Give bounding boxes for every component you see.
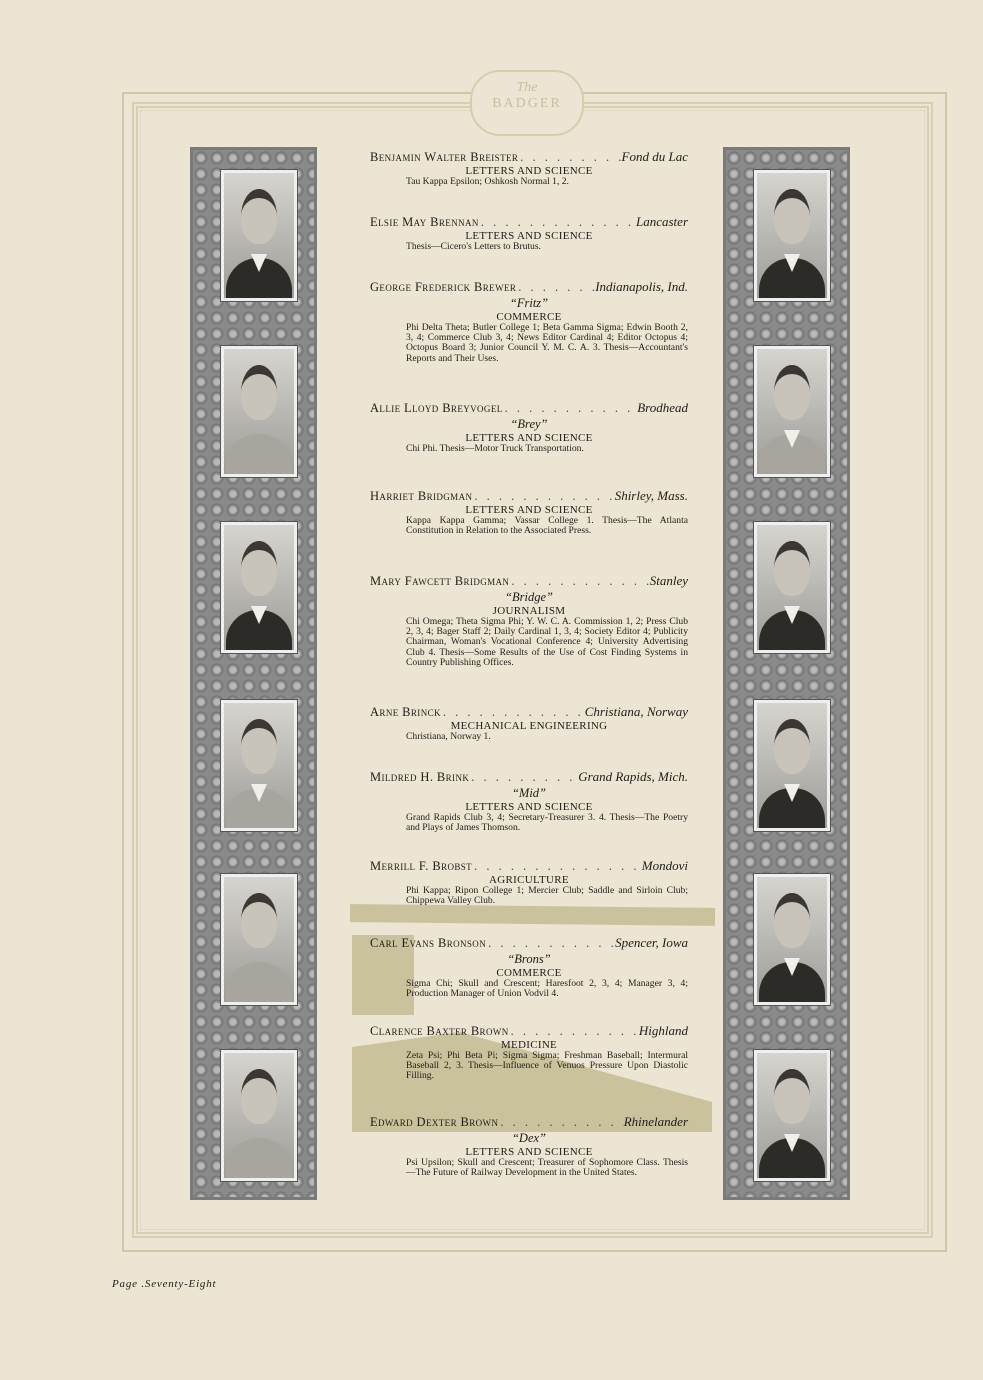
- nickname: “Brey”: [510, 417, 548, 431]
- graduate-name: Elsie May Brennan: [370, 215, 479, 229]
- hometown: Indianapolis, Ind.: [595, 279, 688, 294]
- portrait-photo: [754, 1050, 830, 1181]
- school-name: LETTERS AND SCIENCE: [465, 504, 593, 516]
- school-name: LETTERS AND SCIENCE: [465, 165, 593, 177]
- school-name: JOURNALISM: [492, 605, 566, 617]
- portrait-photo: [754, 346, 830, 477]
- portrait-photo: [221, 170, 297, 301]
- school-name: AGRICULTURE: [489, 874, 569, 886]
- tape-stain: [350, 904, 715, 926]
- graduate-name: Mary Fawcett Bridgman: [370, 574, 510, 588]
- activities: Kappa Kappa Gamma; Vassar College 1. Thesis—The Atlanta Constitution in Relation to the Associated Press.: [406, 515, 688, 537]
- graduate-entry: [370, 704, 688, 742]
- school-name: MEDICINE: [500, 1039, 558, 1051]
- portrait-photo: [221, 874, 297, 1005]
- hometown: Spencer, Iowa: [615, 935, 688, 950]
- portrait-photo: [754, 170, 830, 301]
- graduate-entry: [370, 1023, 688, 1082]
- portrait-photo: [754, 522, 830, 653]
- graduate-entry: [370, 573, 688, 668]
- hometown: Grand Rapids, Mich.: [578, 769, 688, 784]
- activities: Zeta Psi; Phi Beta Pi; Sigma Sigma; Freshman Baseball; Intermural Baseball 2, 3. Thesis—Influence of Venuos Pressure Upon Diastolic Filling.: [406, 1050, 688, 1082]
- portrait-photo: [221, 522, 297, 653]
- activities: Sigma Chi; Skull and Crescent; Haresfoot 2, 3, 4; Manager 3, 4; Production Manager of Union Vodvil 4.: [406, 978, 688, 1000]
- left-portrait-column: [190, 147, 317, 1200]
- hometown: Shirley, Mass.: [614, 488, 688, 503]
- graduate-entry: [370, 858, 688, 906]
- activities: Grand Rapids Club 3, 4; Secretary-Treasurer 3. 4. Thesis—The Poetry and Plays of James Thomson.: [406, 812, 688, 834]
- badger-crest-logo: [470, 70, 584, 136]
- graduate-entry: [370, 769, 688, 833]
- graduate-name: Clarence Baxter Brown: [370, 1024, 509, 1038]
- graduate-name: Mildred H. Brink: [370, 770, 470, 784]
- school-name: COMMERCE: [496, 311, 562, 323]
- portrait-photo: [221, 346, 297, 477]
- hometown: Brodhead: [637, 400, 688, 415]
- activities: Christiana, Norway 1.: [406, 731, 491, 742]
- hometown: Christiana, Norway: [584, 704, 688, 719]
- nickname: “Dex”: [511, 1131, 547, 1145]
- graduate-name: Benjamin Walter Breister: [370, 150, 519, 164]
- activities: Tau Kappa Epsilon; Oshkosh Normal 1, 2.: [406, 176, 569, 187]
- portrait-photo: [754, 700, 830, 831]
- school-name: LETTERS AND SCIENCE: [465, 230, 593, 242]
- hometown: Fond du Lac: [621, 149, 688, 164]
- graduate-name: Carl Evans Bronson: [370, 936, 487, 950]
- right-portrait-column: [723, 147, 850, 1200]
- page-number: Page .Seventy-Eight: [112, 1278, 217, 1290]
- portrait-photo: [754, 874, 830, 1005]
- graduate-name: Arne Brinck: [370, 705, 441, 719]
- portrait-photo: [221, 700, 297, 831]
- nickname: “Mid”: [511, 786, 547, 800]
- graduate-entry: [370, 488, 688, 536]
- graduate-name: George Frederick Brewer: [370, 280, 517, 294]
- hometown: Rhinelander: [623, 1114, 688, 1129]
- activities: Chi Phi. Thesis—Motor Truck Transportation.: [406, 443, 584, 454]
- portrait-photo: [221, 1050, 297, 1181]
- graduate-entry: [370, 214, 688, 252]
- school-name: COMMERCE: [496, 967, 562, 979]
- school-name: LETTERS AND SCIENCE: [465, 432, 593, 444]
- nickname: “Bridge”: [505, 590, 553, 604]
- graduate-name: Allie Lloyd Breyvogel: [370, 401, 503, 415]
- hometown: Stanley: [649, 573, 688, 588]
- hometown: Lancaster: [636, 214, 688, 229]
- graduate-entry: [370, 400, 688, 454]
- activities: Phi Delta Theta; Butler College 1; Beta Gamma Sigma; Edwin Booth 2, 3, 4; Commerce Club 3, 4; News Editor Cardinal 4; Editor Octopus 4; Octopus Board 3; Junior Council Y. M. C. A. 3. Thesis—Accountant's Reports and Their Uses.: [406, 322, 688, 364]
- hometown: Mondovi: [641, 858, 688, 873]
- graduate-entry: [370, 1114, 688, 1178]
- graduate-name: Harriet Bridgman: [370, 489, 473, 503]
- school-name: MECHANICAL ENGINEERING: [450, 720, 608, 732]
- crest-badger-text: BADGER: [492, 96, 562, 111]
- graduate-entry: [370, 149, 688, 187]
- activities: Phi Kappa; Ripon College 1; Mercier Club; Saddle and Sirloin Club; Chippewa Valley Club.: [406, 885, 688, 907]
- crest-the-text: The: [516, 80, 538, 95]
- activities: Thesis—Cicero's Letters to Brutus.: [406, 241, 541, 252]
- activities: Chi Omega; Theta Sigma Phi; Y. W. C. A. Commission 1, 2; Press Club 2, 3, 4; Bager Staff 2; Daily Cardinal 1, 3, 4; Society Editor 4; Publicity Chairman, Woman's Vocational Conference 4; University Advertising Club 4. Thesis—Some Results of the Use of Cost Finding Systems in Country Publishing Offices.: [406, 616, 688, 668]
- school-name: LETTERS AND SCIENCE: [465, 1146, 593, 1158]
- nickname: “Fritz”: [509, 296, 549, 310]
- hometown: Highland: [638, 1023, 688, 1038]
- activities: Psi Upsilon; Skull and Crescent; Treasurer of Sophomore Class. Thesis—The Future of Railway Development in the United States.: [406, 1157, 688, 1179]
- nickname: “Brons”: [507, 952, 551, 966]
- graduate-name: Merrill F. Brobst: [370, 859, 473, 873]
- graduate-entry: [370, 935, 688, 999]
- graduate-name: Edward Dexter Brown: [370, 1115, 499, 1129]
- school-name: LETTERS AND SCIENCE: [465, 801, 593, 813]
- graduate-entry: [370, 279, 688, 364]
